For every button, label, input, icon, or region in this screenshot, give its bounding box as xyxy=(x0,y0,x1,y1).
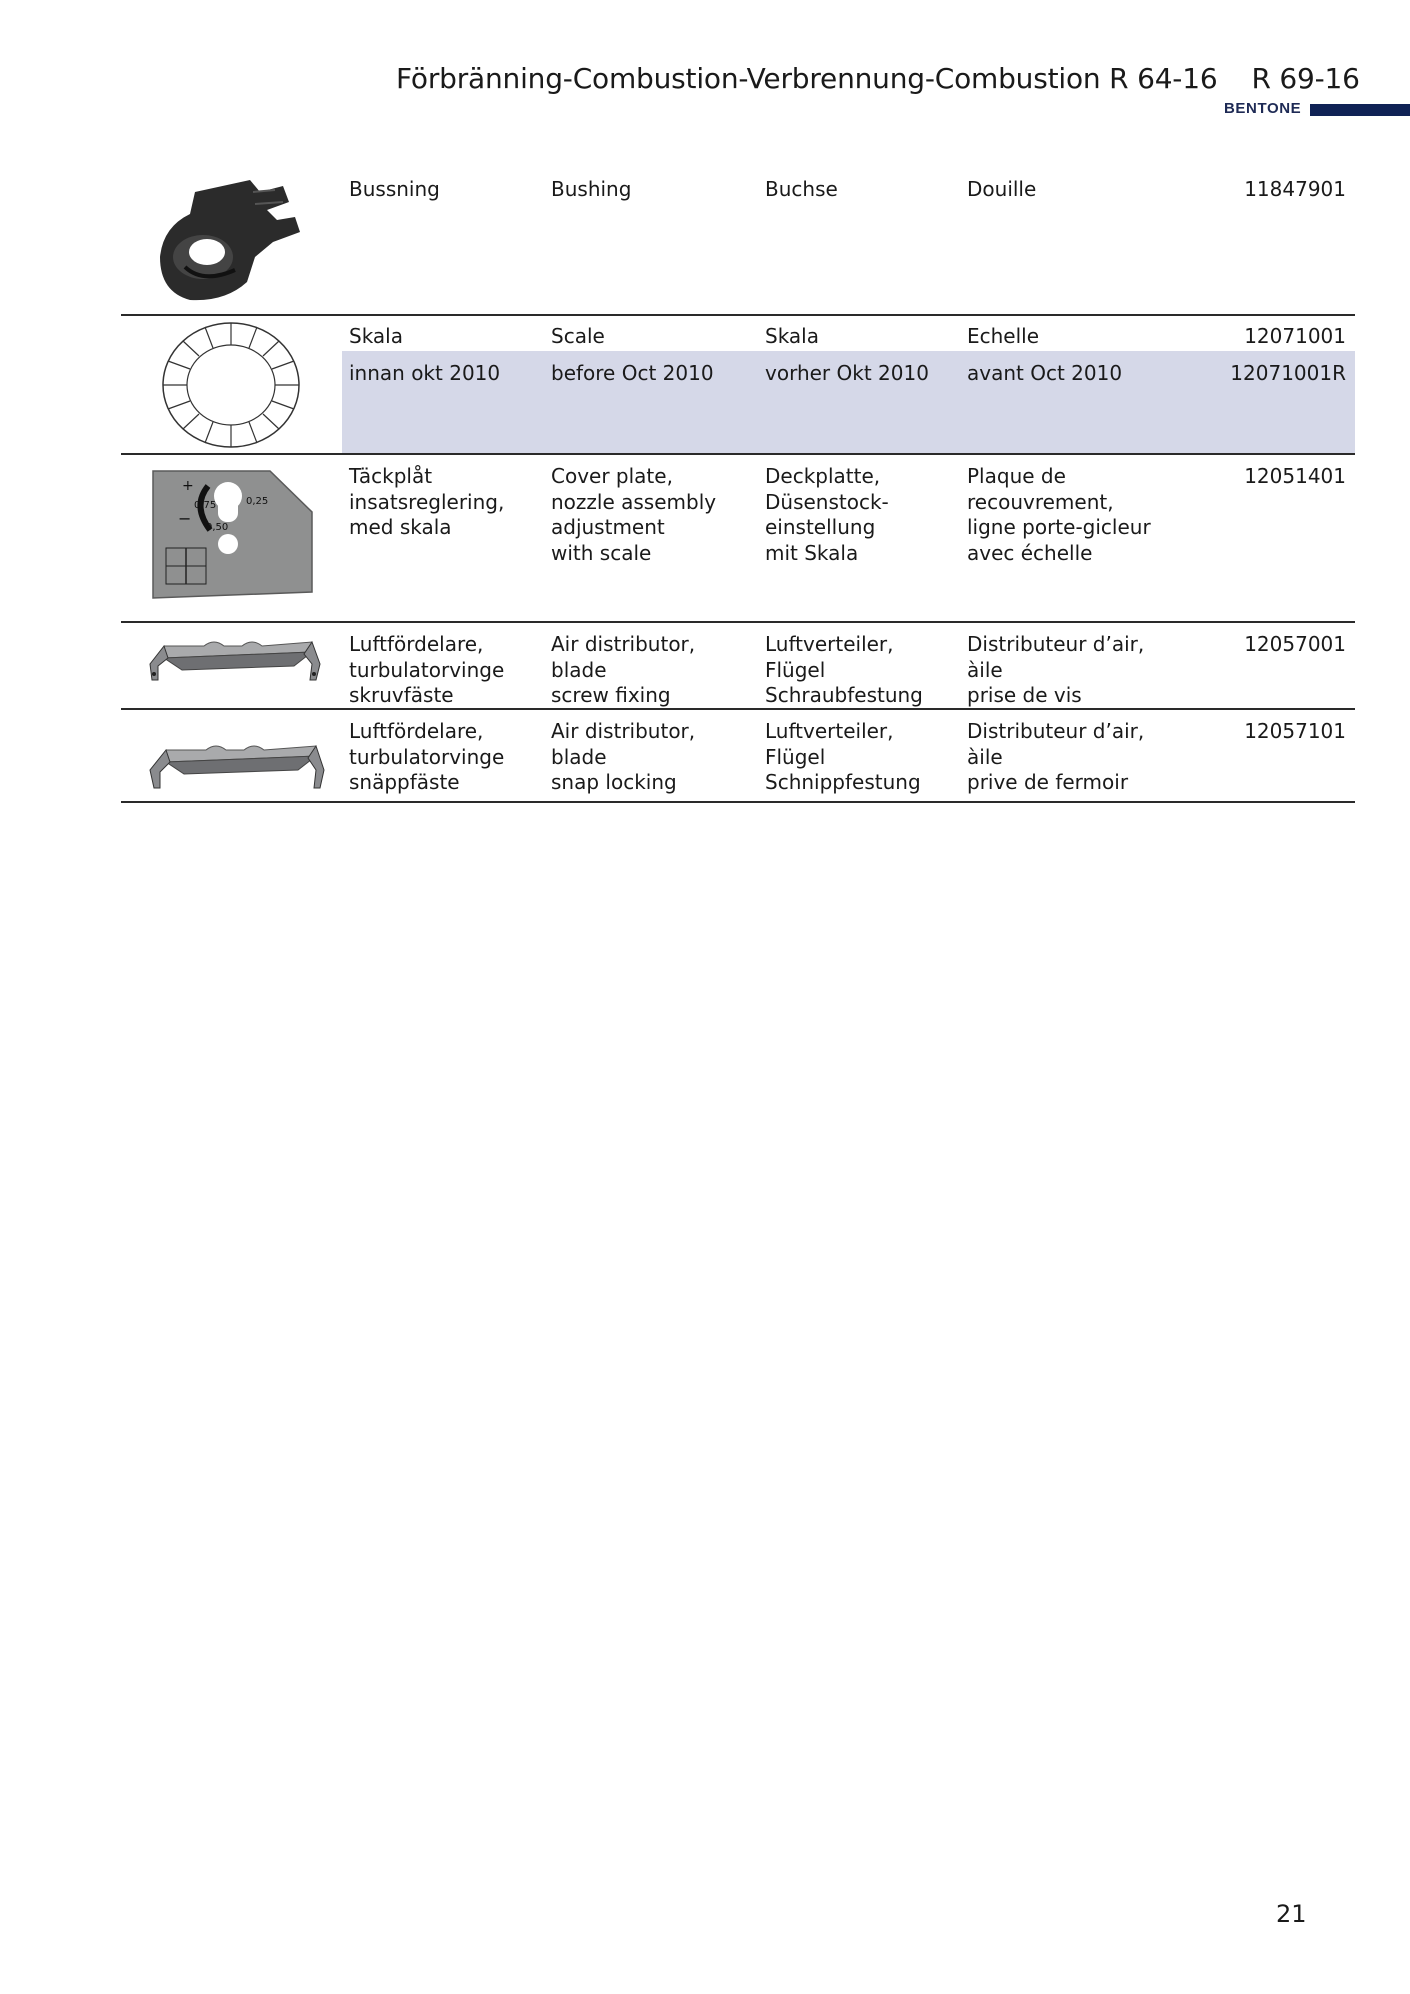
row2-sub-french: avant Oct 2010 xyxy=(967,361,1123,385)
row4-swedish: Luftfördelare, turbulatorvinge skruvfäste xyxy=(349,632,505,707)
row1-french: Douille xyxy=(967,177,1037,201)
page-header xyxy=(396,62,1360,95)
row5-part-number: 12057101 xyxy=(1244,719,1346,743)
row4-french: Distributeur d’air, àile prise de vis xyxy=(967,632,1145,707)
row-divider xyxy=(121,453,1355,455)
row2-english: Scale xyxy=(551,324,605,348)
row3-english: Cover plate, nozzle assembly adjustment with scale xyxy=(551,464,717,565)
header-model: R 69-16 xyxy=(1251,62,1360,95)
row2-sub-swedish: innan okt 2010 xyxy=(349,361,501,385)
row2-french: Echelle xyxy=(967,324,1040,348)
header-title: Förbränning-Combustion-Verbrennung-Combustion R 64-16 xyxy=(396,62,1218,95)
row4-english: Air distributor, blade screw fixing xyxy=(551,632,696,707)
row2-sub-part-number: 12071001R xyxy=(1230,361,1346,385)
dial-label: 0,75 xyxy=(194,500,217,511)
row2-german: Skala xyxy=(765,324,819,348)
bushing-icon xyxy=(155,172,305,304)
row1-english: Bushing xyxy=(551,177,632,201)
row1-swedish: Bussning xyxy=(349,177,440,201)
row1-part-number: 11847901 xyxy=(1244,177,1346,201)
row4-german: Luftverteiler, Flügel Schraubfestung xyxy=(765,632,923,707)
row5-french: Distributeur d’air, àile prive de fermoir xyxy=(967,719,1145,794)
row-divider xyxy=(121,708,1355,710)
page-number: 21 xyxy=(1276,1900,1307,1928)
row2-part-number: 12071001 xyxy=(1244,324,1346,348)
air-distributor-screw-icon xyxy=(144,634,322,692)
row3-german: Deckplatte, Düsenstock- einstellung mit Skala xyxy=(765,464,889,565)
row3-swedish: Täckplåt insatsreglering, med skala xyxy=(349,464,505,539)
svg-text:+: + xyxy=(182,478,194,494)
row2-sub-german: vorher Okt 2010 xyxy=(765,361,929,385)
row-divider xyxy=(121,801,1355,803)
row2-swedish: Skala xyxy=(349,324,403,348)
dial-label: 0,25 xyxy=(246,496,269,507)
scale-dial-icon xyxy=(158,318,304,452)
row-divider xyxy=(121,621,1355,623)
brand-bar xyxy=(1310,104,1410,116)
dial-label: 0,50 xyxy=(206,522,229,533)
row4-part-number: 12057001 xyxy=(1244,632,1346,656)
row5-english: Air distributor, blade snap locking xyxy=(551,719,696,794)
row2-sub-english: before Oct 2010 xyxy=(551,361,714,385)
svg-text:−: − xyxy=(178,509,192,528)
row3-french: Plaque de recouvrement, ligne porte-gicleur avec échelle xyxy=(967,464,1151,565)
row1-german: Buchse xyxy=(765,177,838,201)
row5-swedish: Luftfördelare, turbulatorvinge snäppfäste xyxy=(349,719,505,794)
row-divider xyxy=(121,314,1355,316)
brand-logo: BENTONE xyxy=(1224,100,1302,117)
cover-plate-icon xyxy=(150,468,314,602)
air-distributor-snap-icon xyxy=(144,738,326,796)
row5-german: Luftverteiler, Flügel Schnippfestung xyxy=(765,719,921,794)
row3-part-number: 12051401 xyxy=(1244,464,1346,488)
